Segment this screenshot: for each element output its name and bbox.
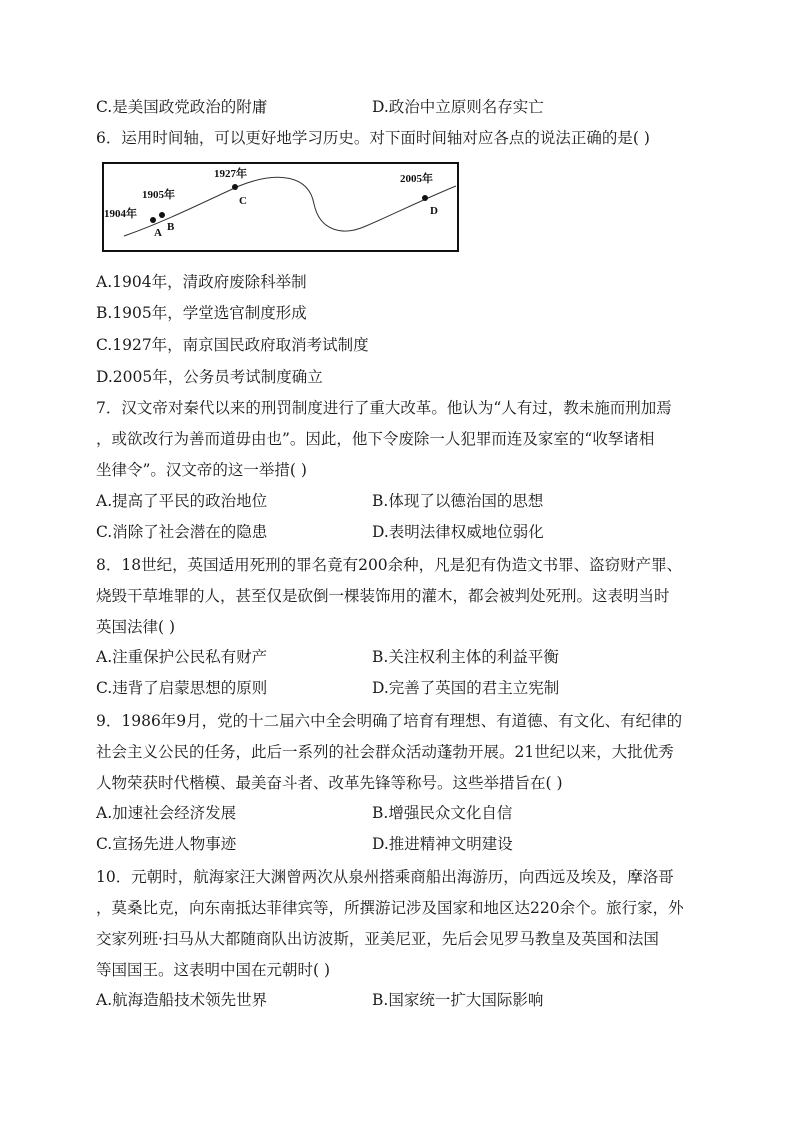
q9-stem [96,706,700,799]
timeline-letter-a: A [154,227,162,239]
timeline-figure [102,162,459,252]
timeline-year-1904: 1904年 [104,208,137,220]
q7-option-b: B.体现了以德治国的思想 [372,492,544,510]
q8-option-d: D.完善了英国的君主立宪制 [372,679,560,697]
q9-option-c: C.宣扬先进人物事迹 [96,835,237,853]
q7-option-d: D.表明法律权威地位弱化 [372,523,544,541]
q9-option-a: A.加速社会经济发展 [96,804,237,822]
timeline-year-1905: 1905年 [142,189,175,201]
timeline-year-2005: 2005年 [400,173,433,185]
q8-line-2: 烧毁干草堆罪的人，甚至仅是砍倒一棵装饰用的灌木，都会被判处死刑。这表明当时 [96,587,670,605]
q10-line-2: ，莫桑比克，向东南抵达菲律宾等，所撰游记涉及国家和地区达220余个。旅行家，外 [96,899,684,917]
timeline-point-a [150,217,156,223]
q7-option-a: A.提高了平民的政治地位 [96,492,268,510]
timeline-year-1927: 1927年 [214,168,247,180]
q7-line-3: 坐律令”。汉文帝的这一举措( ) [96,461,307,479]
timeline-letter-b: B [167,221,175,233]
q7-option-c: C.消除了社会潜在的隐患 [96,523,268,541]
q6-option-d: D.2005年，公务员考试制度确立 [96,368,323,386]
q6-option-b: B.1905年，学堂选官制度形成 [96,304,307,322]
q8-option-b: B.关注权利主体的利益平衡 [372,648,559,666]
q9-line-1: 9．1986年9月，党的十二届六中全会明确了培育有理想、有道德、有文化、有纪律的 [96,712,683,730]
timeline-letter-c: C [239,195,247,207]
q8-stem [96,550,700,643]
q10-option-b: B.国家统一扩大国际影响 [372,991,544,1009]
q5-option-c: C.是美国政党政治的附庸 [96,98,268,116]
q9-option-b: B.增强民众文化自信 [372,804,513,822]
q10-stem [96,862,700,986]
q10-option-a: A.航海造船技术领先世界 [96,991,268,1009]
timeline-svg [104,164,461,254]
q9-option-d: D.推进精神文明建设 [372,835,513,853]
q6-option-a: A.1904年，清政府废除科举制 [96,273,307,291]
q6-option-c: C.1927年，南京国民政府取消考试制度 [96,336,369,354]
timeline-letter-d: D [430,205,438,217]
timeline-point-d [422,195,428,201]
q9-line-2: 社会主义公民的任务，此后一系列的社会群众活动蓬勃开展。21世纪以来，大批优秀 [96,743,674,761]
q7-line-2: ，或欲改行为善而道毋由也”。因此，他下令废除一人犯罪而连及家室的“收孥诸相 [96,430,655,448]
q10-line-3: 交家列班·扫马从大都随商队出访波斯，亚美尼亚，先后会见罗马教皇及英国和法国 [96,930,659,948]
q6-stem: 6．运用时间轴，可以更好地学习历史。对下面时间轴对应各点的说法正确的是( ) [96,129,650,147]
q7-line-1: 7．汉文帝对秦代以来的刑罚制度进行了重大改革。他认为“人有过，教未施而刑加焉 [96,399,672,417]
q9-line-3: 人物荣获时代楷模、最美奋斗者、改革先锋等称号。这些举措旨在( ) [96,774,563,792]
timeline-point-b [159,212,165,218]
q7-stem [96,393,700,486]
q8-option-c: C.违背了启蒙思想的原则 [96,679,268,697]
q8-option-a: A.注重保护公民私有财产 [96,648,268,666]
timeline-point-c [232,184,238,190]
q8-line-3: 英国法律( ) [96,618,176,636]
q8-line-1: 8．18世纪，英国适用死刑的罪名竟有200余种，凡是犯有伪造文书罪、盗窃财产罪、 [96,556,683,574]
q5-option-d: D.政治中立原则名存实亡 [372,98,544,116]
q10-line-1: 10．元朝时，航海家汪大渊曾两次从泉州搭乘商船出海游历，向西远及埃及，摩洛哥 [96,868,674,886]
q10-line-4: 等国国王。这表明中国在元朝时( ) [96,961,331,979]
